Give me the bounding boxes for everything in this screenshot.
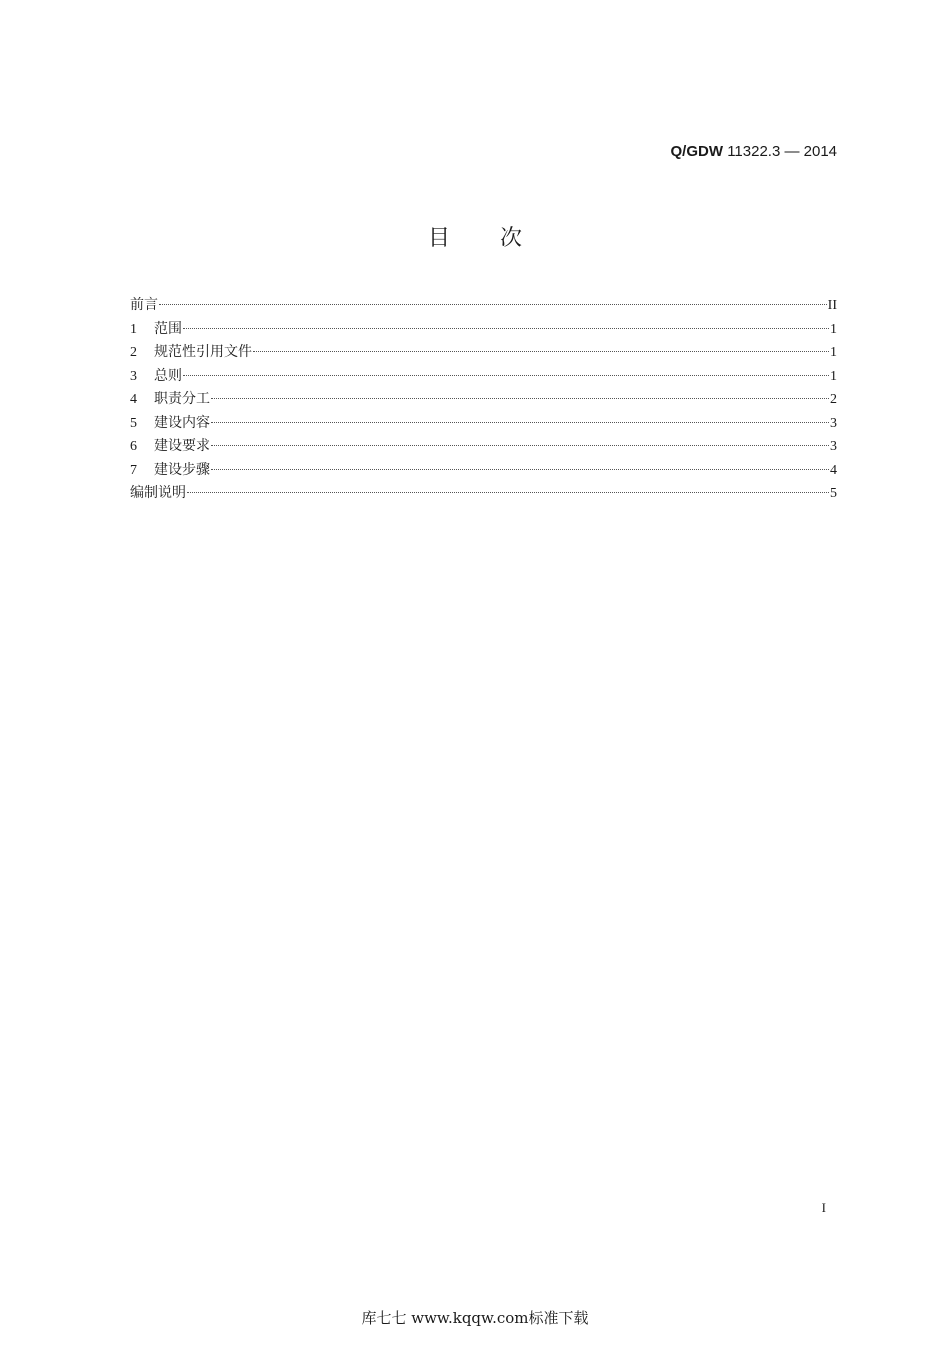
toc-entry-label: 前言 [130,297,158,313]
footer-watermark: 库七七 www.kqqw.com标准下载 [361,1309,589,1327]
standard-number: 11322.3 — 2014 [727,143,837,160]
toc-entry-5[interactable] [130,412,837,436]
toc-leader [211,445,829,446]
toc-leader [211,398,829,399]
toc-entry-label: 建设要求 [154,438,210,454]
toc-leader [187,492,829,493]
toc-entry-page: 4 [830,462,837,478]
toc-entry-6[interactable] [130,435,837,459]
toc-entry-page: 3 [830,439,837,454]
toc-leader [211,422,829,423]
toc-entry-label: 总则 [154,367,182,384]
toc-entry-page: 1 [830,321,837,337]
page-title: 目次 [427,226,572,251]
toc-entry-number: 4 [130,392,137,407]
toc-entry-page: II [827,298,837,313]
toc-entry-2[interactable] [130,341,837,365]
toc-leader [253,351,829,352]
toc-entry-7[interactable] [130,459,837,483]
toc-entry-1[interactable] [130,318,837,342]
standard-code [671,143,837,160]
toc-entry-explanation[interactable] [130,482,837,506]
toc-entry-4[interactable] [130,388,837,412]
toc-entry-label: 编制说明 [130,485,186,501]
toc-entry-page: 5 [830,486,837,501]
page-number: I [821,1200,826,1215]
table-of-contents [130,294,837,506]
toc-entry-page: 1 [830,368,837,384]
toc-entry-page: 2 [830,392,837,407]
toc-entry-page: 3 [830,415,837,431]
toc-entry-page: 1 [830,345,837,360]
toc-leader [183,375,829,376]
toc-entry-preface[interactable] [130,294,837,318]
toc-leader [211,469,829,470]
toc-entry-number: 2 [130,345,137,360]
toc-entry-number: 7 [130,462,137,478]
toc-entry-number: 5 [130,415,137,431]
toc-entry-label: 范围 [154,320,182,337]
toc-entry-number: 3 [130,368,137,384]
toc-leader [159,304,827,305]
toc-entry-label: 规范性引用文件 [154,344,252,360]
toc-entry-label: 职责分工 [154,391,210,407]
toc-entry-number: 6 [130,439,137,454]
standard-prefix: Q/GDW [670,143,724,160]
toc-entry-3[interactable] [130,365,837,389]
toc-leader [183,328,829,329]
toc-entry-number: 1 [130,321,137,337]
toc-entry-label: 建设内容 [154,414,210,431]
toc-entry-label: 建设步骤 [154,461,210,478]
